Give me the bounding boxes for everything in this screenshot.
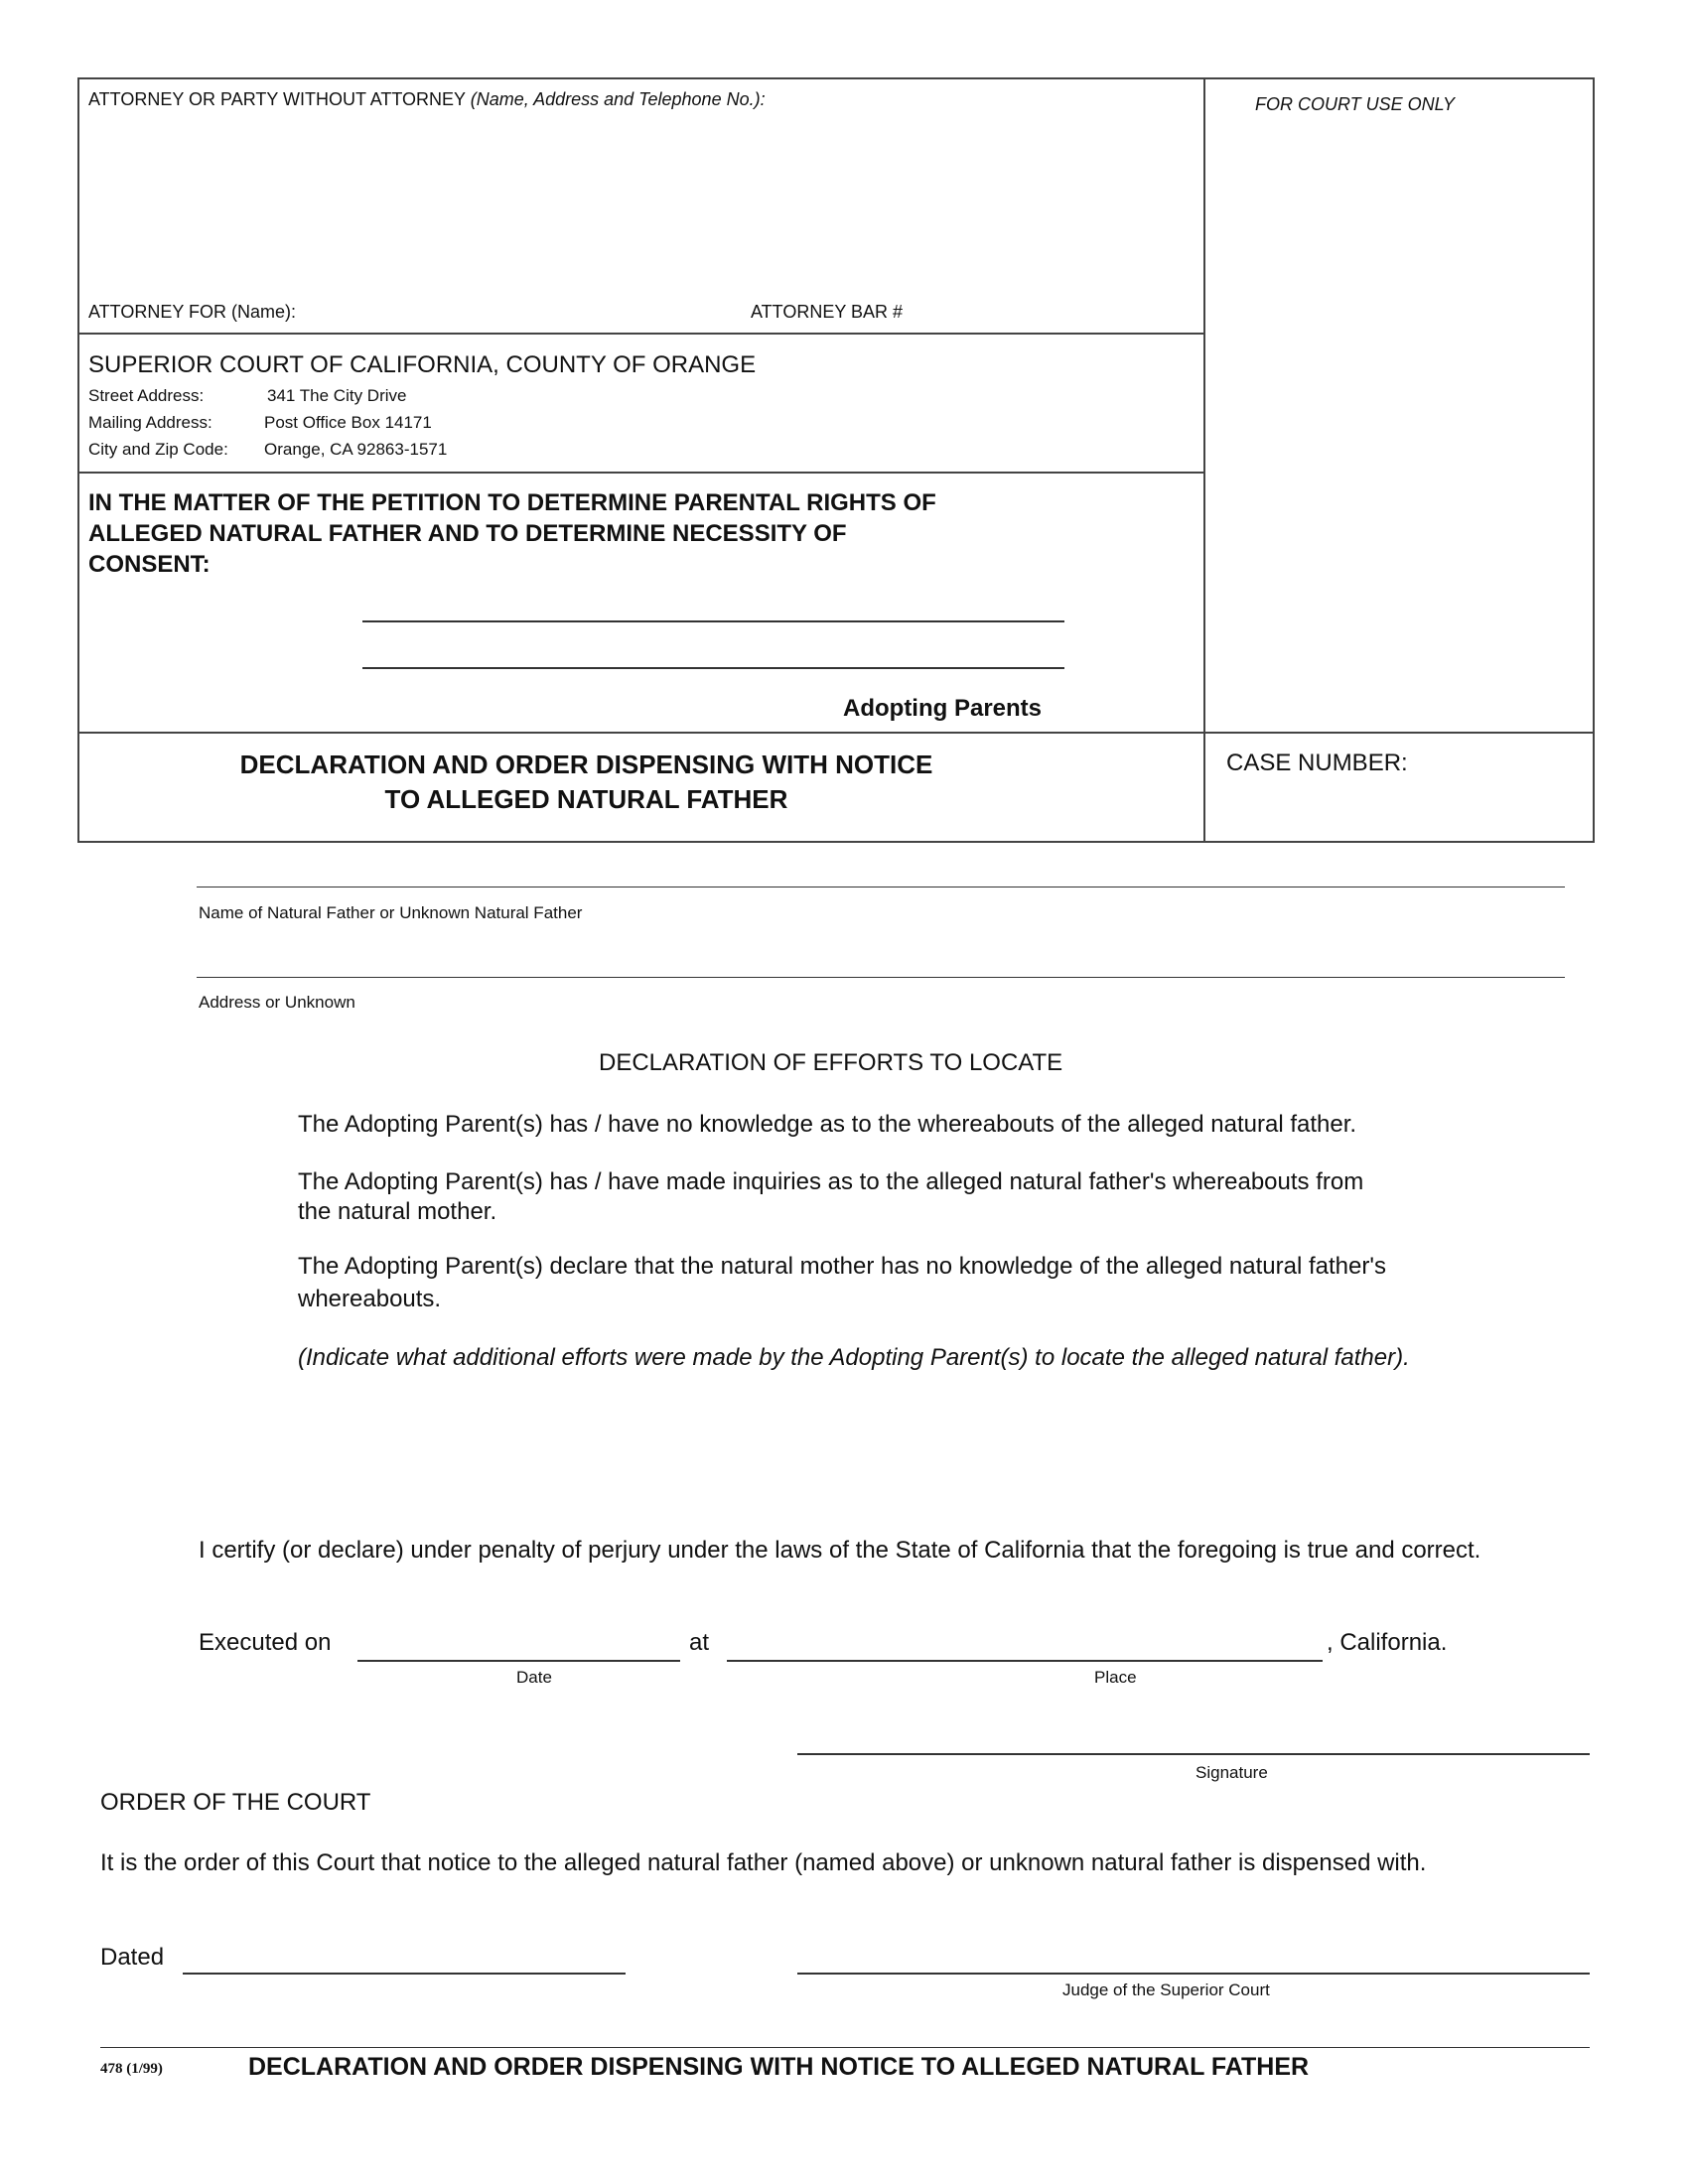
dated-line[interactable] (183, 1973, 626, 1975)
date-line[interactable] (357, 1660, 680, 1662)
declaration-p2b: the natural mother. (298, 1198, 497, 1225)
executed-on-label: Executed on (199, 1629, 332, 1656)
date-label: Date (516, 1668, 552, 1687)
case-number-label: CASE NUMBER: (1226, 750, 1408, 776)
adopting-parent-line-2[interactable] (362, 667, 1064, 669)
court-use-label: FOR COURT USE ONLY (1255, 94, 1456, 114)
signature-line[interactable] (797, 1753, 1590, 1755)
california-label: , California. (1327, 1629, 1448, 1656)
certify-text: I certify (or declare) under penalty of perjury under the laws of the State of California that the foregoing is true and correct. (199, 1537, 1481, 1564)
father-address-line[interactable] (197, 977, 1565, 978)
dated-label: Dated (100, 1944, 165, 1971)
order-text: It is the order of this Court that notice to the alleged natural father (named above) or unknown natural father is dispensed with. (100, 1849, 1427, 1876)
order-heading: ORDER OF THE COURT (100, 1789, 371, 1816)
form-number: 478 (1/99) (100, 2061, 163, 2077)
declaration-p3a: The Adopting Parent(s) declare that the natural mother has no knowledge of the alleged natural father's (298, 1253, 1386, 1280)
adopting-parent-line-1[interactable] (362, 620, 1064, 622)
declaration-p2a: The Adopting Parent(s) has / have made inquiries as to the alleged natural father's whereabouts from (298, 1168, 1364, 1195)
father-address-label: Address or Unknown (199, 993, 355, 1012)
signature-label: Signature (1196, 1763, 1268, 1782)
declaration-p4: (Indicate what additional efforts were made by the Adopting Parent(s) to locate the alleged natural father). (298, 1344, 1410, 1371)
matter-line-2: ALLEGED NATURAL FATHER AND TO DETERMINE NECESSITY OF (88, 520, 847, 547)
father-name-label: Name of Natural Father or Unknown Natural Father (199, 903, 583, 922)
matter-line-3: CONSENT: (88, 551, 211, 578)
form-title-line-1: DECLARATION AND ORDER DISPENSING WITH NOTICE (239, 750, 933, 779)
divider-court-matter (77, 472, 1204, 474)
judge-signature-line[interactable] (797, 1973, 1590, 1975)
mailing-value: Post Office Box 14171 (264, 413, 432, 432)
declaration-p1: The Adopting Parent(s) has / have no knowledge as to the whereabouts of the alleged natural father. (298, 1111, 1357, 1138)
declaration-p3b: whereabouts. (298, 1286, 442, 1312)
street-label: Street Address: (88, 386, 205, 405)
divider-attorney-court (77, 333, 1204, 335)
attorney-bar-label: ATTORNEY BAR # (751, 302, 904, 322)
attorney-label: ATTORNEY OR PARTY WITHOUT ATTORNEY (Name, Address and Telephone No.): (88, 89, 766, 109)
place-label: Place (1094, 1668, 1137, 1687)
place-line[interactable] (727, 1660, 1323, 1662)
street-value: 341 The City Drive (267, 386, 407, 405)
divider-matter-title (77, 732, 1595, 734)
attorney-for-label: ATTORNEY FOR (Name): (88, 302, 297, 322)
court-name: SUPERIOR COURT OF CALIFORNIA, COUNTY OF ORANGE (88, 351, 757, 378)
adopting-parents-label: Adopting Parents (843, 695, 1043, 722)
at-label: at (689, 1629, 710, 1656)
footer-title: DECLARATION AND ORDER DISPENSING WITH NOTICE TO ALLEGED NATURAL FATHER (248, 2053, 1310, 2081)
city-value: Orange, CA 92863-1571 (264, 440, 448, 459)
form-title-line-2: TO ALLEGED NATURAL FATHER (384, 784, 788, 814)
city-label: City and Zip Code: (88, 440, 228, 459)
declaration-heading: DECLARATION OF EFFORTS TO LOCATE (599, 1049, 1063, 1076)
judge-label: Judge of the Superior Court (1062, 1980, 1270, 1999)
footer-rule (100, 2047, 1590, 2048)
mailing-label: Mailing Address: (88, 413, 212, 432)
matter-line-1: IN THE MATTER OF THE PETITION TO DETERMINE PARENTAL RIGHTS OF (88, 489, 936, 516)
caption-outer-box (77, 77, 1595, 843)
caption-vertical-divider (1203, 77, 1205, 843)
